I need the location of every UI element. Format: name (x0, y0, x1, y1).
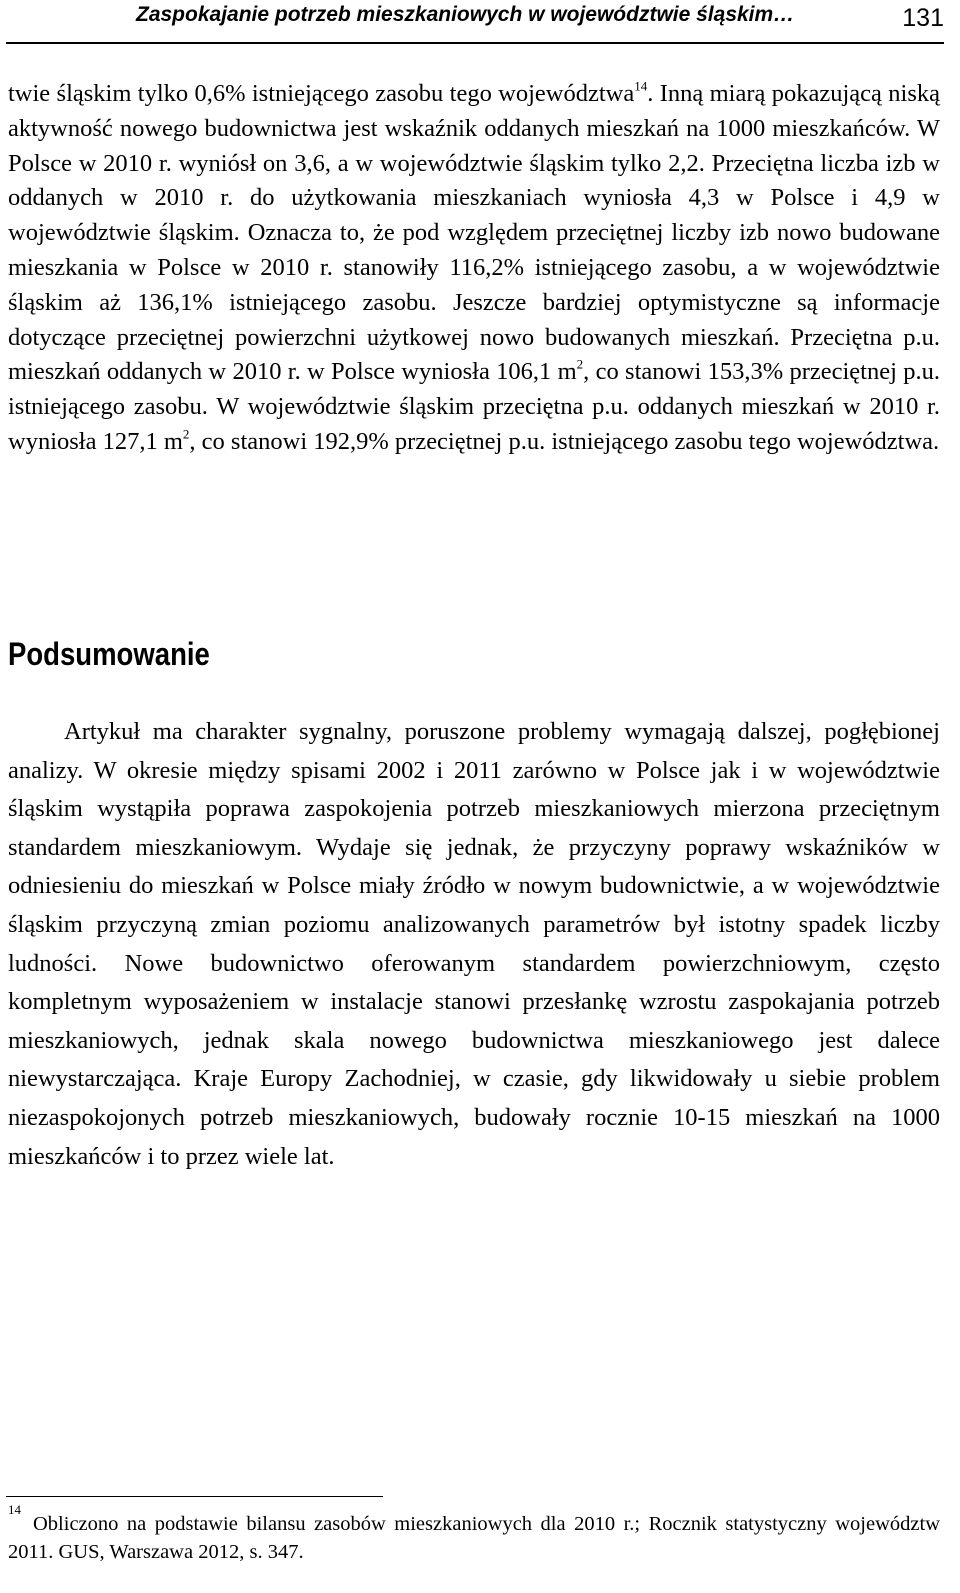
paragraph-text: . Inną miarą pokazującą niską aktywność nowego budownictwa jest wskaźnik oddanych mieszkań na 1000 mieszkańców. W Polsce w 2010 r. wyniósł on 3,6, a w województwie śląskim tylko 2,2. Przeciętna liczba izb w oddanych w 2010 r. do użytkowania mieszkaniach wyniosła 4,3 w Polsce i 4,9 w województwie śląskim. Oznacza to, że pod względem przeciętnej liczby izb nowo budowane mieszkania w Polsce w 2010 r. stanowiły 116,2% istniejącego zasobu, a w województwie śląskim aż 136,1% istniejącego zasobu. Jeszcze bardziej optymistyczne są informacje dotyczące przeciętnej powierzchni użytkowej nowo budowanych mieszkań. Przeciętna p.u. mieszkań oddanych w 2010 r. w Polsce wyniosła 106,1 m (8, 80, 941, 386)
superscript-exponent: 2 (576, 356, 584, 372)
footnote-text: Obliczono na podstawie bilansu zasobów mieszkaniowych dla 2010 r.; Rocznik statystyczny województw 2011. GUS, Warszawa 2012, s. 347. (8, 1513, 940, 1563)
section-heading: Podsumowanie (8, 636, 210, 672)
paragraph-text: , co stanowi 192,9% przeciętnej p.u. istniejącego zasobu tego województwa. (189, 427, 940, 455)
paragraph-text: twie śląskim tylko 0,6% istniejącego zasobu tego województwa (8, 80, 635, 107)
page-number: 131 (902, 4, 944, 32)
header-rule (6, 42, 944, 44)
footnote-reference: 14 (634, 78, 648, 94)
running-title: Zaspokajanie potrzeb mieszkaniowych w województwie śląskim… (136, 3, 795, 26)
footnote-rule (6, 1496, 383, 1497)
footnote (8, 1502, 940, 1566)
body-paragraph-1 (8, 77, 940, 460)
running-header (6, 2, 956, 40)
superscript-exponent: 2 (182, 426, 190, 442)
body-paragraph-2: Artykuł ma charakter sygnalny, poruszone problemy wymagają dalszej, pogłębionej analizy. W okresie między spisami 2002 i 2011 zarówno w Polsce jak i w województwie śląskim wystąpiła poprawa zaspokojenia potrzeb mieszkaniowych mierzona przeciętnym standardem mieszkaniowym. Wydaje się jednak, że przyczyny poprawy wskaźników w odniesieniu do mieszkań w Polsce miały źródło w nowym budownictwie, a w województwie śląskim przyczyną zmian poziomu analizowanych parametrów był istotny spadek liczby ludności. Nowe budownictwo oferowanym standardem powierzchniowym, często kompletnym wyposażeniem w instalacje stanowi przesłankę wzrostu zaspokajania potrzeb mieszkaniowych, jednak skala nowego budownictwa mieszkaniowego jest dalece niewystarczająca. Kraje Europy Zachodniej, w czasie, gdy likwidowały u siebie problem niezaspokojonych potrzeb mieszkaniowych, budowały rocznie 10-15 mieszkań na 1000 mieszkańców i to przez wiele lat. (8, 718, 940, 1170)
paragraph-text: , co stanowi 153,3% przeciętnej p.u. istniejącego zasobu. W województwie śląskim przeciętna p.u. oddanych mieszkań w 2010 r. wyniosła 127,1 m (8, 358, 940, 455)
footnote-marker: 14 (8, 1502, 21, 1517)
